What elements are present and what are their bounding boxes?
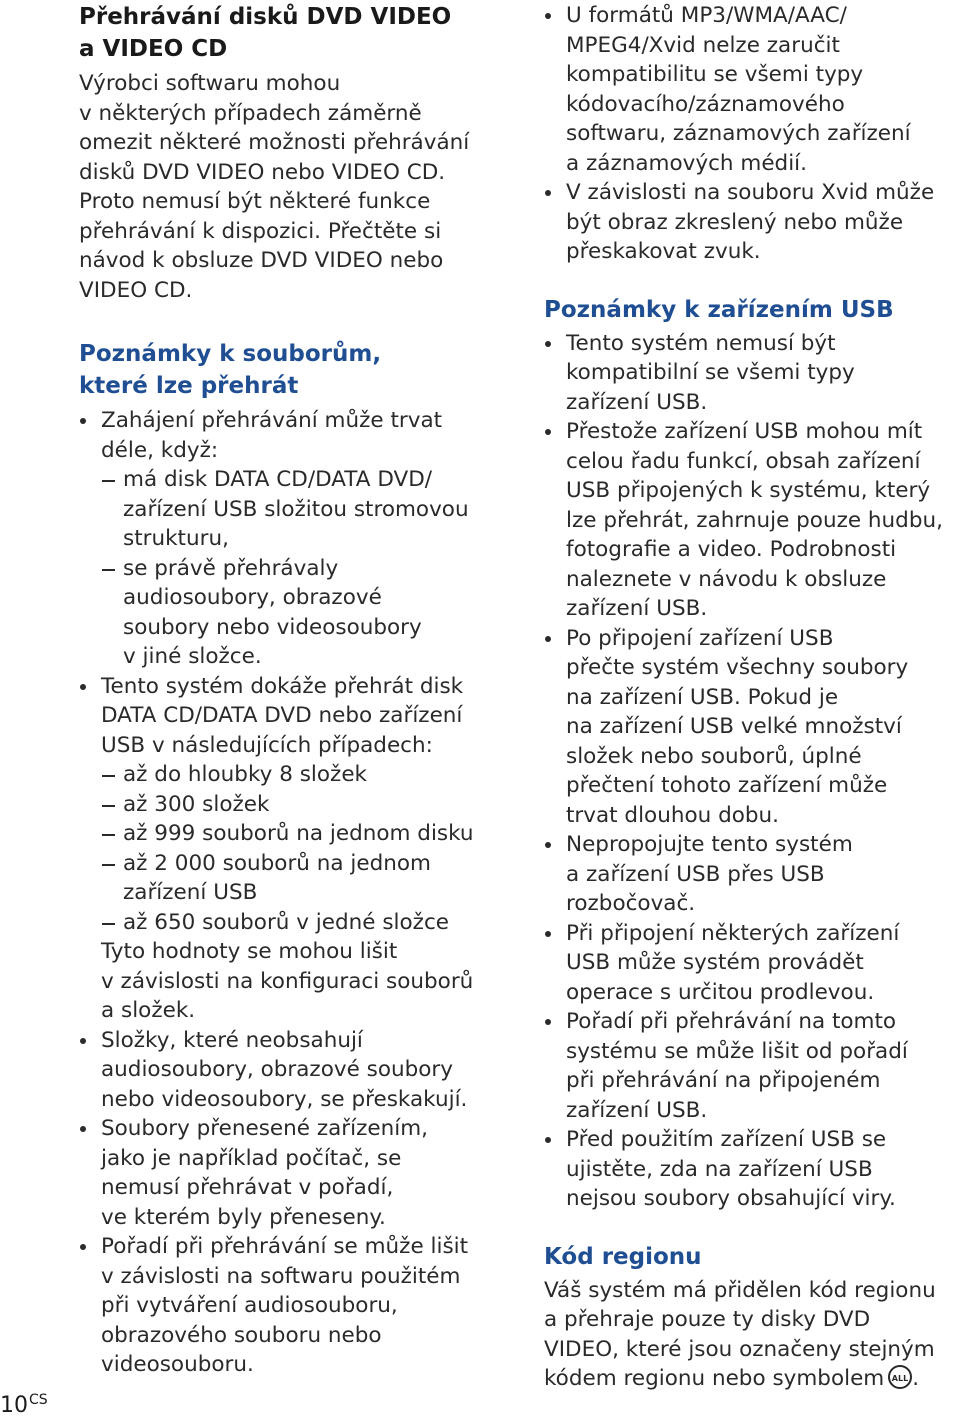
list-item: Nepropojujte tento systém a zařízení USB přes USB rozbočovač.	[544, 830, 960, 919]
usb-heading: Poznámky k zařízením USB	[544, 296, 894, 323]
list-item: Přestože zařízení USB mohou mít celou řadu funkcí, obsah zařízení USB připojených k systému, který lze přehrát, zahrnuje pouze hudbu, fotografie a video. Podrobnosti naleznete v návodu k obsluze zařízení USB.	[544, 417, 960, 624]
sub-list-item: má disk DATA CD/DATA DVD/ zařízení USB složitou stromovou strukturu,	[101, 465, 499, 554]
region-heading: Kód regionu	[544, 1243, 702, 1270]
bullet-icon	[80, 684, 86, 690]
list-item: Před použitím zařízení USB se ujistěte, zda na zařízení USB nejsou soubory obsahující viry.	[544, 1125, 960, 1214]
list-item: Tento systém nemusí být kompatibilní se všemi typy zařízení USB.	[544, 329, 960, 418]
bullet-icon	[545, 429, 551, 435]
list-item: U formátů MP3/WMA/AAC/ MPEG4/Xvid nelze zaručit kompatibilitu se všemi typy kódovacího/záznamového softwaru, záznamových zařízení a záznamových médií.	[544, 1, 960, 178]
dash-icon	[102, 923, 115, 925]
dash-icon	[102, 805, 115, 807]
all-region-icon	[888, 1365, 912, 1389]
list-item: Tento systém dokáže přehrát disk DATA CD/DATA DVD nebo zařízení USB v následujících případech: až do hloubky 8 složek až 300 složek až 999 souborů na jednom disku až 2 000 souborů na jednom zařízení USB až 650 souborů v jedné složce Tyto hodnoty se mohou lišit v závislosti na konfiguraci souborů a složek.	[79, 672, 499, 1026]
right-column	[544, 0, 960, 1394]
bullet-icon	[545, 1019, 551, 1025]
bullet-icon	[545, 931, 551, 937]
language-code: CS	[29, 1392, 48, 1408]
dvd-heading-line: Přehrávání disků DVD VIDEO	[79, 4, 452, 30]
bullet-icon	[545, 842, 551, 848]
dash-icon	[102, 834, 115, 836]
files-notes-list	[79, 406, 499, 1380]
bullet-icon	[80, 1126, 86, 1132]
dash-icon	[102, 569, 115, 571]
sub-list-item: až 300 složek	[101, 790, 499, 820]
bullet-icon	[80, 418, 86, 424]
region-paragraph: Váš systém má přidělen kód regionu a přehraje pouze ty disky DVD VIDEO, které jsou označeny stejným kódem regionu nebo symbolem ALL .	[544, 1277, 936, 1391]
bullet-icon	[545, 190, 551, 196]
sub-list-item: až do hloubky 8 složek	[101, 760, 499, 790]
sub-list	[101, 760, 499, 937]
left-column	[79, 0, 499, 1380]
bullet-icon	[80, 1038, 86, 1044]
dash-icon	[102, 775, 115, 777]
dash-icon	[102, 864, 115, 866]
sub-list-item: až 999 souborů na jednom disku	[101, 819, 499, 849]
list-item: Po připojení zařízení USB přečte systém všechny soubory na zařízení USB. Pokud je na zařízení USB velké množství složek nebo souborů, úplné přečtení tohoto zařízení může trvat dlouhou dobu.	[544, 624, 960, 831]
dvd-heading	[79, 1, 499, 65]
list-item: Při připojení některých zařízení USB může systém provádět operace s určitou prodlevou.	[544, 919, 960, 1008]
all-region-label: ALL	[892, 1374, 909, 1383]
dash-icon	[102, 480, 115, 482]
sub-list	[101, 465, 499, 672]
bullet-icon	[545, 1137, 551, 1143]
list-item: Soubory přenesené zařízením, jako je například počítač, se nemusí přehrávat v pořadí, ve kterém byly přeneseny.	[79, 1114, 499, 1232]
bullet-icon	[545, 636, 551, 642]
bullet-icon	[545, 13, 551, 19]
list-item: V závislosti na souboru Xvid může být obraz zkreslený nebo může přeskakovat zvuk.	[544, 178, 960, 267]
sub-list-item: až 2 000 souborů na jednom zařízení USB	[101, 849, 499, 908]
list-item: Složky, které neobsahují audiosoubory, obrazové soubory nebo videosoubory, se přeskakují.	[79, 1026, 499, 1115]
sub-list-item: až 650 souborů v jedné složce	[101, 908, 499, 938]
list-item: Zahájení přehrávání může trvat déle, když: má disk DATA CD/DATA DVD/ zařízení USB složitou stromovou strukturu, se právě přehrávaly audiosoubory, obrazové soubory nebo videosoubory v jiné složce.	[79, 406, 499, 672]
sub-list-item: se právě přehrávaly audiosoubory, obrazové soubory nebo videosoubory v jiné složce.	[101, 554, 499, 672]
dvd-heading-line: a VIDEO CD	[79, 36, 228, 62]
list-item: Pořadí při přehrávání na tomto systému se může lišit od pořadí při přehrávání na připojeném zařízení USB.	[544, 1007, 960, 1125]
bullet-icon	[545, 341, 551, 347]
list-item: Pořadí při přehrávání se může lišit v závislosti na softwaru použitém při vytváření audiosouboru, obrazového souboru nebo videosouboru.	[79, 1232, 499, 1380]
format-notes-list	[544, 1, 960, 267]
page-number: $10^{CS}$	[0, 1392, 48, 1418]
dvd-paragraph: Výrobci softwaru mohou v některých případech záměrně omezit některé možnosti přehrávání disků DVD VIDEO nebo VIDEO CD. Proto nemusí být některé funkce přehrávání k dispozici. Přečtěte si návod k obsluze DVD VIDEO nebo VIDEO CD.	[79, 71, 470, 303]
files-heading: Poznámky k souborům, které lze přehrát	[79, 341, 382, 399]
usb-notes-list	[544, 329, 960, 1214]
bullet-icon	[80, 1244, 86, 1250]
